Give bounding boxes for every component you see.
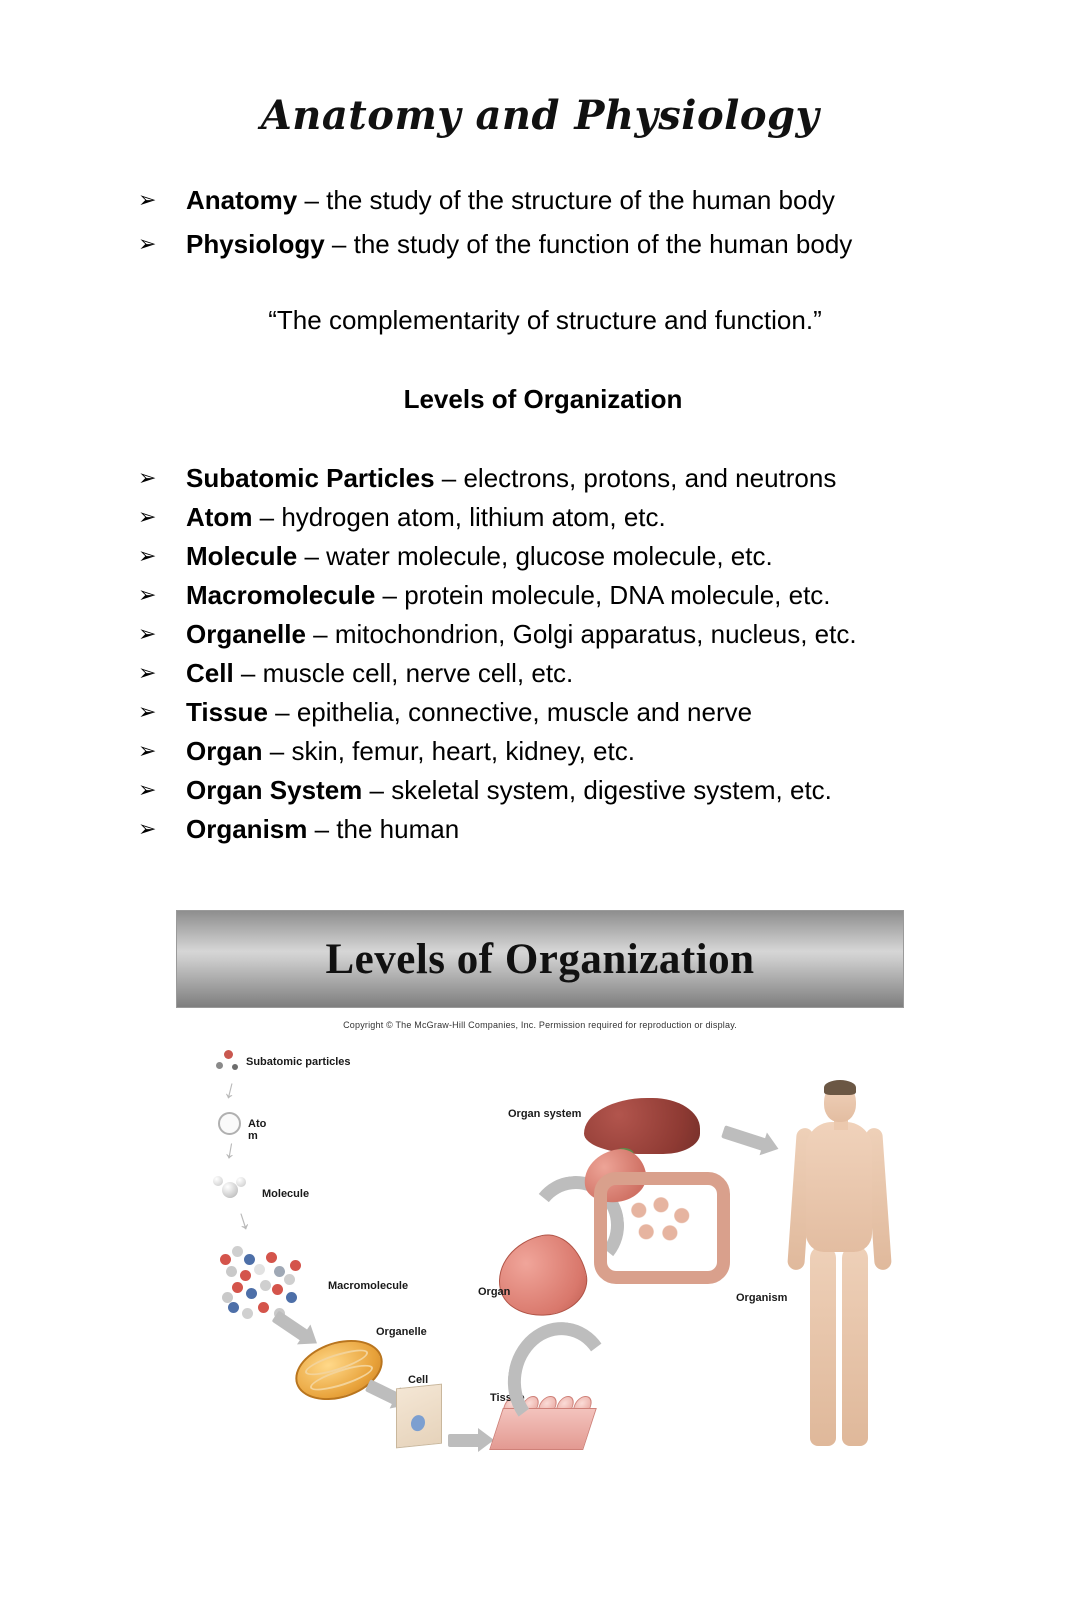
cell-nucleus-icon xyxy=(411,1414,425,1431)
figure-label-macromolecule: Macromolecule xyxy=(328,1280,409,1292)
pull-quote: “The complementarity of structure and function.” xyxy=(268,305,822,335)
figure-label-subatomic: Subatomic particles xyxy=(246,1056,351,1068)
figure-banner xyxy=(176,910,904,1008)
arrow-bullet-icon: ➢ xyxy=(138,816,157,841)
list-item xyxy=(0,225,1080,263)
list-item-text xyxy=(186,771,832,809)
figure-label-organ-system: Organ system xyxy=(508,1108,582,1120)
list-item-text xyxy=(186,537,773,575)
list-item-text xyxy=(186,225,852,263)
arrow-bullet-icon: ➢ xyxy=(138,543,157,568)
list-item xyxy=(0,181,1080,219)
macromolecule-icon xyxy=(214,1240,322,1332)
arrow-bullet-icon: ➢ xyxy=(138,699,157,724)
list-item xyxy=(0,459,1080,497)
list-item-text xyxy=(186,810,459,848)
term-label: Subatomic Particles xyxy=(186,463,435,493)
right-leg xyxy=(842,1246,868,1446)
arrow-bullet-icon: ➢ xyxy=(138,504,157,529)
list-item xyxy=(0,615,1080,653)
page-title: Anatomy and Physiology xyxy=(260,92,820,139)
levels-of-organization-figure xyxy=(176,910,904,1491)
arrow-bullet-icon: ➢ xyxy=(138,582,157,607)
definition-text: – electrons, protons, and neutrons xyxy=(434,463,837,493)
atom-icon xyxy=(218,1112,241,1135)
definition-text: – skin, femur, heart, kidney, etc. xyxy=(262,736,635,766)
definition-text: – skeletal system, digestive system, etc. xyxy=(362,775,832,805)
list-item-text xyxy=(186,732,635,770)
definition-text: – the study of the structure of the human body xyxy=(297,185,835,215)
definition-text: – protein molecule, DNA molecule, etc. xyxy=(375,580,831,610)
down-arrow-icon: ↓ xyxy=(220,1072,241,1106)
definition-text: – hydrogen atom, lithium atom, etc. xyxy=(252,502,666,532)
arrow-bullet-icon: ➢ xyxy=(138,777,157,802)
arrow-bullet-icon: ➢ xyxy=(138,465,157,490)
figure-label-cell: Cell xyxy=(408,1374,429,1386)
water-molecule-icon xyxy=(212,1176,252,1206)
figure-label-atom-line2: m xyxy=(248,1130,258,1142)
figure-label-organ: Organ xyxy=(478,1286,511,1298)
levels-bullet-list xyxy=(0,459,1080,848)
list-item-text xyxy=(186,576,831,614)
human-organism-icon xyxy=(774,1080,904,1460)
definition-text: – muscle cell, nerve cell, etc. xyxy=(233,658,574,688)
document-page xyxy=(0,92,1080,1624)
left-leg xyxy=(810,1246,836,1446)
subatomic-particle-icon xyxy=(224,1050,233,1059)
organ-system-icon xyxy=(578,1098,748,1288)
list-item-text xyxy=(186,693,752,731)
hair xyxy=(824,1080,856,1095)
list-item xyxy=(0,654,1080,692)
definition-text: – the study of the function of the human body xyxy=(324,229,853,259)
list-item-text xyxy=(186,654,573,692)
list-item-text xyxy=(186,459,836,497)
definition-text: – water molecule, glucose molecule, etc. xyxy=(297,541,773,571)
arrow-bullet-icon: ➢ xyxy=(138,621,157,646)
list-item xyxy=(0,498,1080,536)
arrow-bullet-icon: ➢ xyxy=(138,231,157,256)
figure-copyright: Copyright © The McGraw-Hill Companies, Inc. Permission required for reproduction or display. xyxy=(343,1020,737,1030)
term-label: Organelle xyxy=(186,619,306,649)
list-item xyxy=(0,693,1080,731)
definition-text: – mitochondrion, Golgi apparatus, nucleus, etc. xyxy=(305,619,857,649)
list-item xyxy=(0,537,1080,575)
section-heading: Levels of Organization xyxy=(403,384,683,414)
torso xyxy=(806,1122,872,1252)
figure-label-atom-line1: Ato xyxy=(248,1118,267,1130)
term-label: Tissue xyxy=(186,697,268,727)
definition-text: – epithelia, connective, muscle and nerve xyxy=(267,697,753,727)
arrow-to-tissue-icon xyxy=(448,1434,482,1447)
down-arrow-icon: ↓ xyxy=(231,1202,255,1237)
term-label: Organism xyxy=(186,814,308,844)
list-item-text xyxy=(186,615,857,653)
list-item-text xyxy=(186,498,666,536)
term-label: Macromolecule xyxy=(186,580,376,610)
small-intestine-icon xyxy=(624,1194,698,1248)
figure-illustration xyxy=(176,1036,904,1491)
figure-label-organism: Organism xyxy=(736,1292,788,1304)
subatomic-particle-icon xyxy=(216,1062,223,1069)
list-item xyxy=(0,732,1080,770)
down-arrow-icon: ↓ xyxy=(221,1133,240,1165)
term-label: Anatomy xyxy=(186,185,298,215)
intro-definitions xyxy=(0,181,1080,263)
arrow-bullet-icon: ➢ xyxy=(138,660,157,685)
cell-icon xyxy=(396,1384,442,1449)
arrow-bullet-icon: ➢ xyxy=(138,738,157,763)
intro-bullet-list xyxy=(0,181,1080,263)
figure-label-molecule: Molecule xyxy=(262,1188,310,1200)
list-item xyxy=(0,810,1080,848)
figure-label-organelle: Organelle xyxy=(376,1326,427,1338)
term-label: Physiology xyxy=(186,229,325,259)
list-item xyxy=(0,576,1080,614)
list-item-text xyxy=(186,181,835,219)
figure-banner-title: Levels of Organization xyxy=(325,935,755,983)
term-label: Atom xyxy=(186,502,253,532)
term-label: Organ xyxy=(186,736,263,766)
arrow-bullet-icon: ➢ xyxy=(138,187,157,212)
figure-label-tissue: Tissue xyxy=(490,1392,525,1404)
list-item xyxy=(0,771,1080,809)
subatomic-particle-icon xyxy=(232,1064,238,1070)
term-label: Organ System xyxy=(186,775,363,805)
liver-icon xyxy=(584,1098,700,1154)
definition-text: – the human xyxy=(307,814,460,844)
levels-of-organization-list xyxy=(0,459,1080,848)
term-label: Molecule xyxy=(186,541,298,571)
term-label: Cell xyxy=(186,658,234,688)
